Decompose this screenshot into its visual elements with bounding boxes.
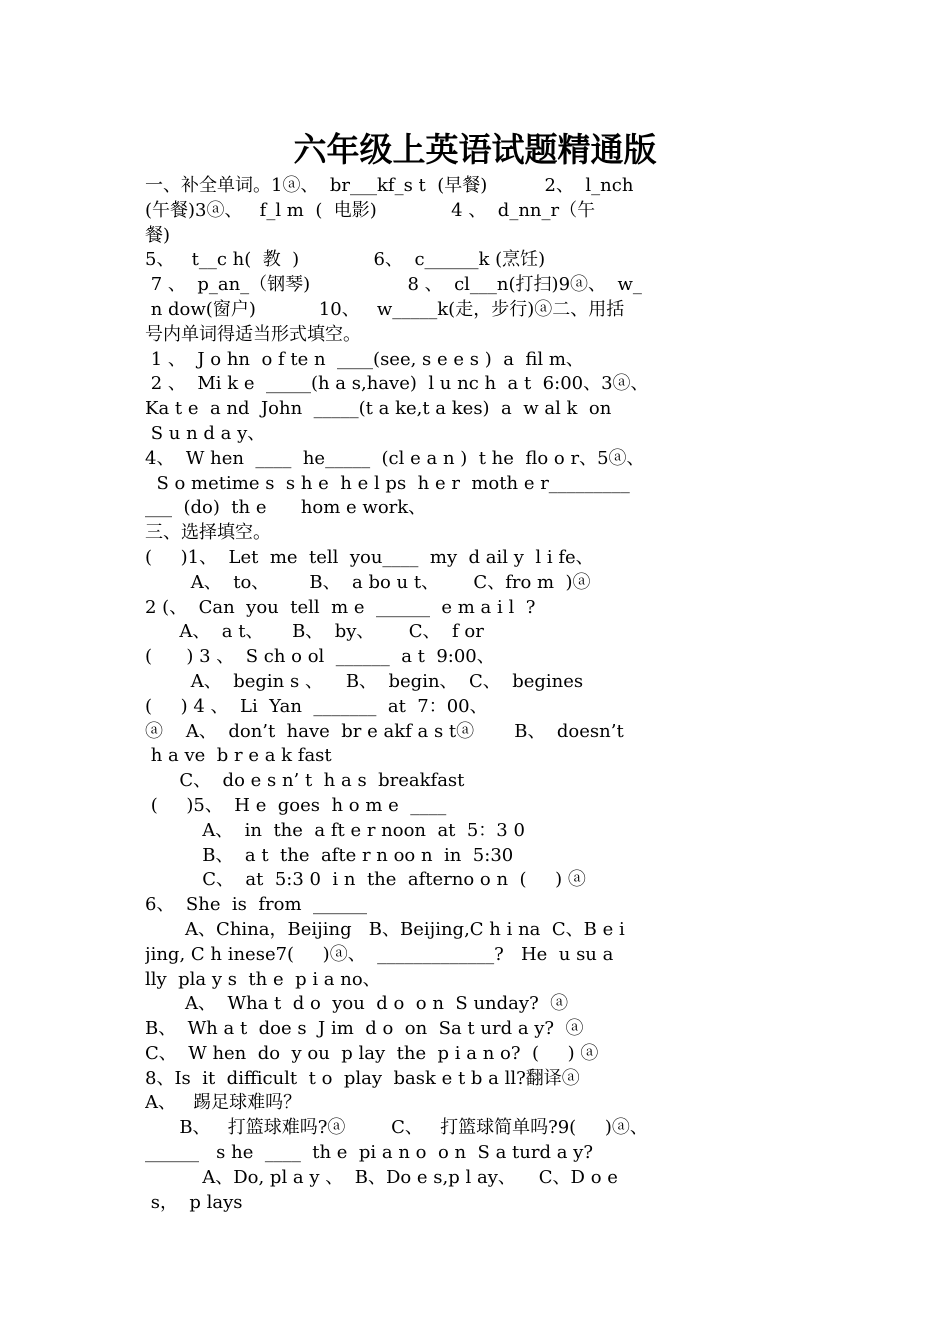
text-line: A、 a t、 B、 by、 C、 f or (145, 621, 484, 643)
text-line: C、 at 5:3 0 i n the afterno o n ( ) ⓐ (145, 869, 586, 891)
text-line: A、 Wha t d o you d o o n S unday? ⓐ (145, 993, 569, 1015)
text-line: A、 to、 B、 a bo u t、 C、fro m )ⓐ (145, 571, 591, 593)
text-line: 餐) (145, 224, 171, 246)
text-line: s， p lays (145, 1191, 243, 1213)
text-line: 三、选择填空。 (145, 522, 271, 544)
text-line: h a ve b r e a k fast (145, 745, 332, 767)
text-line: 5、 t__c h( 教 ) 6、 c______k (烹饪) (145, 249, 546, 271)
text-line: 2 (、 Can you tell m e ______ e m a i l ? (145, 596, 536, 618)
text-line: B、 Wh a t doe s J im d o on Sa t urd a y? ⓐ (145, 1018, 584, 1040)
text-line: S u n d a y、 (145, 422, 266, 444)
text-line: ⓐ A、 don’t have br e akf a s tⓐ B、 doesn’t (145, 720, 624, 742)
text-line: ( )5、 H e goes h o m e ____ (145, 794, 447, 816)
text-line: C、 do e s n’ t h a s breakfast (145, 770, 465, 792)
text-line: C、 W hen do y ou p lay the p i a n o? ( ) ⓐ (145, 1042, 599, 1064)
text-line: 7 、 p_an_（钢琴) 8 、 cl___n(打扫)9ⓐ、 w_ (145, 274, 642, 296)
text-line: B、 a t the afte r n oo n in 5:30 (145, 844, 514, 866)
text-line: Ka t e a nd John _____(t a ke,t a kes) a w al k on (145, 398, 612, 420)
text-line: A、Do, pl a y 、 B、Do e s,p l ay、 C、D o e (145, 1166, 618, 1188)
text-line: ______ s he ____ th e pi a n o o n S a turd a y? (145, 1142, 593, 1164)
text-line: S o metime s s h e h e l ps h e r moth e r_________ (145, 472, 630, 494)
text-line: 2 、 Mi k e _____(h a s,have) l u nc h a t 6:00、3ⓐ、 (145, 373, 649, 395)
text-line: 号内单词得适当形式填空。 (145, 323, 361, 345)
text-line: A、 踢足球难吗？ (145, 1092, 302, 1114)
text-line: 4、 W hen ____ he_____ (cl e a n ) t he flo o r、5ⓐ、 (145, 447, 645, 469)
text-line: ( ) 3 、 S ch o ol ______ a t 9:00、 (145, 646, 495, 668)
text-line: n dow(窗户) 10、 w_____k(走，步行)ⓐ二、用括 (145, 298, 625, 320)
text-line: 6、 She is from ______ (145, 894, 367, 916)
text-line: jing, C h inese7( )ⓐ、 _____________? He u su a (145, 943, 614, 965)
text-line: ( )1、 Let me tell you____ my d ail y l i fe、 (145, 546, 594, 568)
page-title: 六年级上英语试题精通版 (293, 130, 657, 169)
text-line: A、China，Beijing B、Beijing,C h i na C、B e i (145, 918, 625, 940)
text-line: 一、补全单词。1ⓐ、 br___kf_s t (早餐) 2、 l_nch (145, 175, 634, 196)
text-line: 8、Is it difficult t o play bask e t b a ll?翻译ⓐ (145, 1067, 580, 1089)
text-line: lly pla y s th e p i a no、 (145, 968, 381, 990)
text-line: ___ (do) th e hom e work、 (145, 497, 427, 519)
text-line: B、 打篮球难吗?ⓐ C、 打篮球简单吗?9( )ⓐ、 (145, 1117, 648, 1139)
text-line: ( ) 4 、 Li Yan _______ at 7：00、 (145, 695, 488, 717)
text-line: (午餐)3ⓐ、 f_l m ( 电影) 4 、 d_nn_r（午 (145, 199, 596, 221)
text-line: A、 begin s 、 B、 begin、 C、 begines (145, 670, 584, 692)
document-body (145, 174, 805, 1215)
text-line: A、 in the a ft e r noon at 5：3 0 (145, 819, 525, 841)
text-line: 1 、 J o hn o f te n ____(see, s e e s ) a fil m、 (145, 348, 584, 370)
